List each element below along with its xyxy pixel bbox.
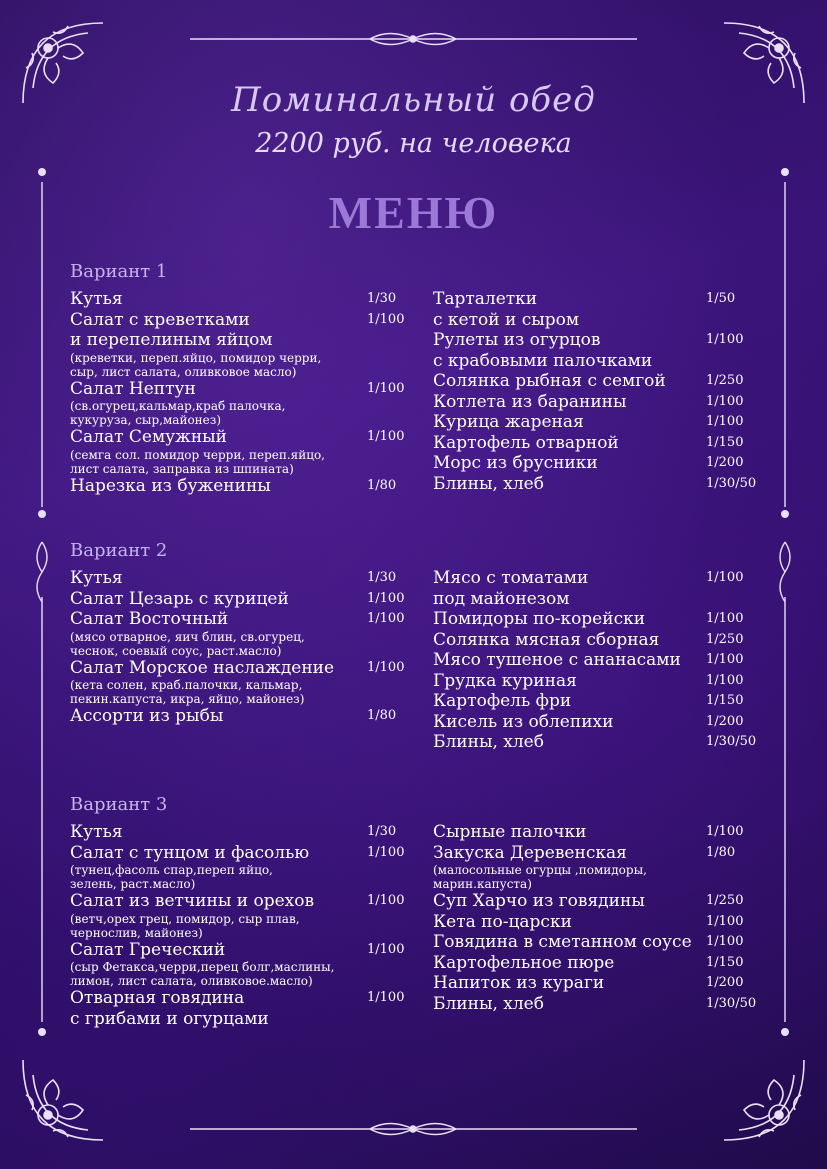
portion-weight: 1/100 <box>367 429 405 444</box>
portion-weight: 1/150 <box>706 693 744 708</box>
page-title: Поминальный обед <box>231 80 596 120</box>
menu-item <box>433 289 778 330</box>
dish-description: (мясо отварное, яич блин, св.огурец, чеснок, соевый соус, раст.масло) <box>70 629 305 658</box>
dish-description: (ветч,орех грец, помидор, сыр плав, чернослив, майонез) <box>70 911 300 940</box>
menu-item <box>70 988 415 1029</box>
menu-item <box>433 330 778 371</box>
dish-name: Мясо тушеное с ананасами <box>433 650 681 670</box>
dish-name: Котлета из баранины <box>433 391 627 412</box>
portion-weight: 1/150 <box>706 434 744 450</box>
dish-name: Напиток из кураги <box>433 973 605 993</box>
dish-name: Мясо с томатами под майонезом <box>433 568 589 609</box>
dish-name: Кета по-царски <box>433 911 572 932</box>
dish-name: Салат Восточный <box>70 609 229 629</box>
portion-weight: 1/100 <box>367 659 405 675</box>
dish-name: Картофель фри <box>433 691 572 711</box>
dish-name: Салат Цезарь с курицей <box>70 588 289 609</box>
dish-name: Салат Нептун <box>70 378 196 399</box>
menu-item <box>433 392 778 413</box>
menu-item <box>433 474 778 495</box>
dish-name: Блины, хлеб <box>433 732 544 752</box>
corner-ornament-bottom-right <box>719 1055 809 1145</box>
price-per-person: 2200 руб. на человека <box>255 128 572 159</box>
portion-weight: 1/100 <box>706 414 744 429</box>
dish-name: Салат Семужный <box>70 427 228 447</box>
portion-weight: 1/100 <box>367 590 405 606</box>
portion-weight: 1/30/50 <box>706 995 757 1011</box>
variant-1-left-column <box>70 289 415 496</box>
dish-name: Тарталетки с кетой и сыром <box>433 289 580 330</box>
dish-name: Суп Харчо из говядины <box>433 891 645 911</box>
dish-name: Салат с тунцом и фасолью <box>70 842 310 863</box>
menu-item <box>70 379 415 428</box>
menu-item <box>433 843 778 892</box>
variant-1-title: Вариант 1 <box>70 261 168 282</box>
dish-name: Говядина в сметанном соусе <box>433 932 692 952</box>
variant-3-right-column <box>433 822 778 1014</box>
menu-item <box>433 973 778 994</box>
menu-item <box>433 630 778 651</box>
menu-item <box>433 953 778 974</box>
menu-item <box>433 650 778 671</box>
variant-3-left-column <box>70 822 415 1029</box>
menu-item <box>433 822 778 843</box>
dish-name: Солянка мясная сборная <box>433 629 660 650</box>
menu-item <box>70 706 415 727</box>
dish-name: Ассорти из рыбы <box>70 706 224 726</box>
menu-item <box>433 609 778 630</box>
portion-weight: 1/100 <box>367 844 405 860</box>
portion-weight: 1/100 <box>706 611 744 626</box>
dish-name: Закуска Деревенская <box>433 842 627 863</box>
menu-item <box>70 609 415 658</box>
portion-weight: 1/150 <box>706 954 744 970</box>
dish-name: Кисель из облепихи <box>433 711 614 732</box>
portion-weight: 1/100 <box>706 913 744 929</box>
right-border-line <box>775 162 795 1042</box>
portion-weight: 1/250 <box>706 373 744 388</box>
portion-weight: 1/200 <box>706 975 744 990</box>
portion-weight: 1/80 <box>706 844 736 860</box>
menu-item <box>433 453 778 474</box>
dish-name: Кутья <box>70 822 123 842</box>
portion-weight: 1/50 <box>706 291 736 306</box>
portion-weight: 1/100 <box>706 332 744 347</box>
variant-2-left-column <box>70 568 415 727</box>
menu-item <box>433 732 778 753</box>
menu-item <box>433 891 778 912</box>
dish-name: Картофельное пюре <box>433 952 615 973</box>
dish-name: Салат Морское наслаждение <box>70 657 335 678</box>
portion-weight: 1/30/50 <box>706 734 757 749</box>
portion-weight: 1/250 <box>706 631 744 647</box>
dish-name: Курица жареная <box>433 412 584 432</box>
dish-name: Рулеты из огурцов с крабовыми палочками <box>433 330 653 371</box>
portion-weight: 1/100 <box>367 941 405 957</box>
dish-name: Салат Греческий <box>70 939 226 960</box>
dish-name: Сырные палочки <box>433 822 587 842</box>
menu-item <box>433 691 778 712</box>
menu-item <box>433 433 778 454</box>
dish-name: Салат из ветчины и орехов <box>70 891 315 911</box>
portion-weight: 1/250 <box>706 893 744 908</box>
portion-weight: 1/100 <box>706 570 744 585</box>
menu-item <box>70 658 415 707</box>
menu-heading: МЕНЮ <box>328 187 499 238</box>
dish-name: Морс из брусники <box>433 453 598 473</box>
portion-weight: 1/100 <box>706 672 744 688</box>
dish-name: Блины, хлеб <box>433 993 544 1014</box>
dish-description: (семга сол. помидор черри, переп.яйцо, лист салата, заправка из шпината) <box>70 447 325 476</box>
variant-3-title: Вариант 3 <box>70 794 168 815</box>
portion-weight: 1/200 <box>706 713 744 729</box>
portion-weight: 1/100 <box>367 311 405 327</box>
portion-weight: 1/100 <box>367 380 405 396</box>
menu-item <box>433 712 778 733</box>
portion-weight: 1/100 <box>706 393 744 409</box>
dish-description: (тунец,фасоль спар,переп яйцо, зелень, раст.масло) <box>70 863 273 891</box>
portion-weight: 1/100 <box>706 824 744 839</box>
portion-weight: 1/100 <box>706 652 744 667</box>
dish-description: (кета солен, краб.палочки, кальмар, пекин.капуста, икра, яйцо, майонез) <box>70 678 305 706</box>
dish-description: (св.огурец,кальмар,краб палочка, кукуруза, сыр,майонез) <box>70 399 286 427</box>
dish-name: Кутья <box>70 289 123 309</box>
portion-weight: 1/30 <box>367 291 397 306</box>
menu-item <box>70 310 415 379</box>
portion-weight: 1/80 <box>367 477 397 493</box>
menu-item <box>70 822 415 843</box>
dish-name: Солянка рыбная с семгой <box>433 371 666 391</box>
portion-weight: 1/30 <box>367 570 397 585</box>
menu-item <box>433 371 778 392</box>
menu-item <box>433 932 778 953</box>
menu-item <box>70 476 415 497</box>
portion-weight: 1/100 <box>367 611 405 626</box>
dish-name: Салат с креветками и перепелиным яйцом <box>70 309 273 350</box>
bottom-divider-ornament <box>190 1118 637 1140</box>
menu-item <box>70 940 415 989</box>
variant-2-title: Вариант 2 <box>70 540 168 561</box>
menu-item <box>70 891 415 940</box>
portion-weight: 1/100 <box>706 934 744 949</box>
menu-item <box>433 994 778 1015</box>
dish-name: Картофель отварной <box>433 432 619 453</box>
top-divider-ornament <box>190 28 637 50</box>
portion-weight: 1/30/50 <box>706 475 757 491</box>
variant-2-right-column <box>433 568 778 753</box>
dish-name: Нарезка из буженины <box>70 475 271 496</box>
dish-description: (малосольные огурцы ,помидоры, марин.капуста) <box>433 863 647 891</box>
menu-item <box>70 843 415 892</box>
left-border-line <box>32 162 52 1042</box>
menu-item <box>70 427 415 476</box>
dish-name: Помидоры по-корейски <box>433 609 646 629</box>
portion-weight: 1/100 <box>367 990 405 1005</box>
dish-name: Грудка куриная <box>433 670 577 691</box>
portion-weight: 1/200 <box>706 455 744 470</box>
menu-item <box>433 568 778 609</box>
dish-description: (сыр Фетакса,черри,перец болг,маслины, лимон, лист салата, оливковое.масло) <box>70 960 335 988</box>
menu-item <box>70 589 415 610</box>
portion-weight: 1/30 <box>367 824 397 839</box>
menu-item <box>70 289 415 310</box>
corner-ornament-bottom-left <box>18 1055 108 1145</box>
menu-item <box>433 912 778 933</box>
portion-weight: 1/80 <box>367 708 397 723</box>
menu-item <box>70 568 415 589</box>
menu-item <box>433 412 778 433</box>
variant-1-right-column <box>433 289 778 494</box>
portion-weight: 1/100 <box>367 893 405 908</box>
dish-name: Блины, хлеб <box>433 473 544 494</box>
dish-description: (креветки, переп.яйцо, помидор черри, сыр, лист салата, оливковое масло) <box>70 350 322 379</box>
dish-name: Отварная говядина с грибами и огурцами <box>70 988 269 1029</box>
menu-item <box>433 671 778 692</box>
dish-name: Кутья <box>70 568 123 588</box>
